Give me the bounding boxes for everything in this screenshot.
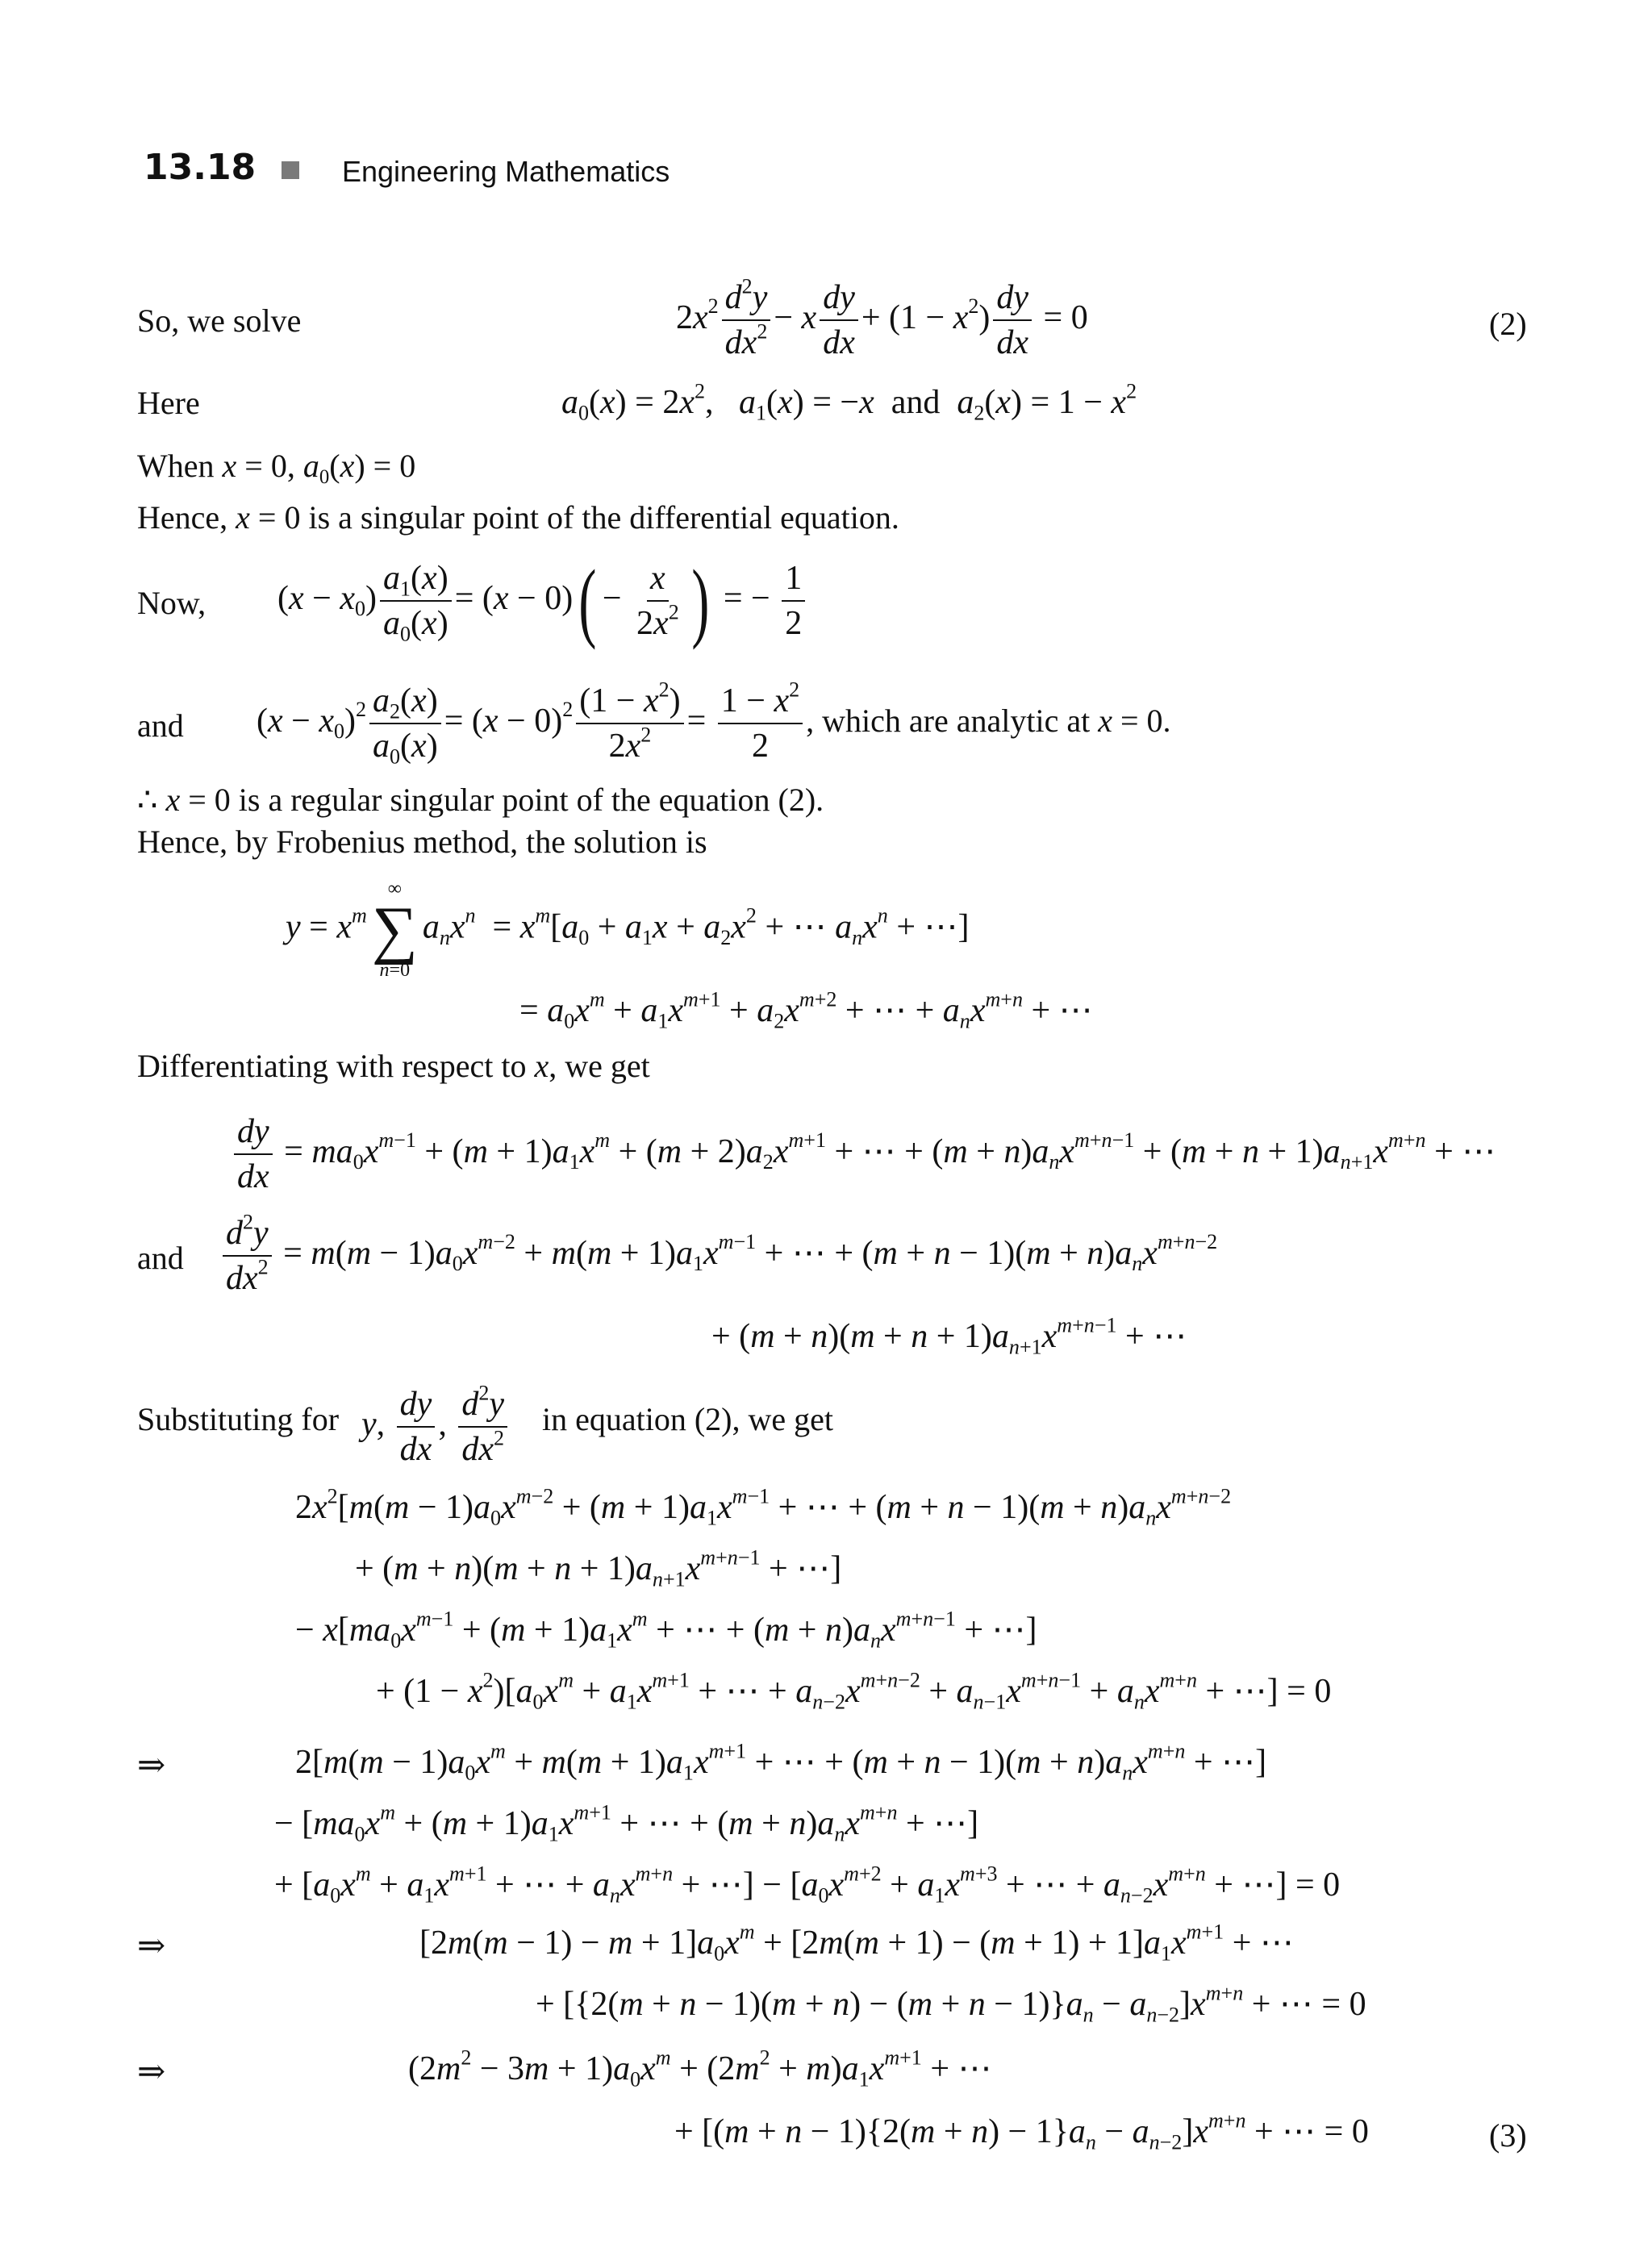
- equation-series-expanded: = $a_0x^m + a_1x^{m+1} + a_2x^{m+2}$ + ⋯ + $a_nx^{m+n}$ + ⋯: [519, 987, 1093, 1033]
- text-in-equation: in equation (2), we get: [542, 1401, 833, 1437]
- implies-line-2b: + $[\{2(m + n - 1)(m + n) - (m + n - 1)\}a_n - a_{n-2}]x^{m+n}$ + ⋯ = 0: [536, 1981, 1366, 2027]
- text-here: Here: [137, 385, 200, 421]
- equation-and-analytic: $(x - x_0)^2$ $\frac{a_2(x)}{a_0(x)}$ = $(x - 0)^2$ $\frac{(1 - x^2)}{2x^2}$ = $\frac{1 - x^2}{2}$ , which are analytic at x = 0.: [257, 678, 1171, 769]
- substitution-line-4: + $(1 - x^2)[a_0x^m + a_1x^{m+1}$ + ⋯ + $a_{n-2}x^{m+n-2} + a_{n-1}x^{m+n-1} + a_nx^{m+n}$ + ⋯] = 0: [376, 1668, 1332, 1714]
- substitution-line-2: + $(m + n)(m + n + 1)a_{n+1}x^{m+n-1}$ + ⋯]: [355, 1545, 842, 1591]
- implies-arrow-3: ⇒: [137, 2054, 166, 2091]
- text-and-1: and: [137, 707, 184, 744]
- implies-line-1b: − [$ma_0x^m + (m + 1)a_1x^{m+1}$ + ⋯ + $(m + n)a_nx^{m+n}$ + ⋯]: [274, 1800, 979, 1846]
- implies-line-3a: $(2m^2 - 3m + 1)a_0x^m + (2m^2 + m)a_1x^{m+1}$ + ⋯: [408, 2045, 992, 2091]
- implies-arrow-2: ⇒: [137, 1928, 166, 1965]
- implies-line-2a: $[2m(m - 1) - m + 1]a_0x^m + [2m(m + 1) - (m + 1) + 1]a_1x^{m+1}$ + ⋯: [419, 1920, 1294, 1966]
- equation-number-3: (3): [1489, 2117, 1527, 2154]
- implies-arrow-1: ⇒: [137, 1747, 166, 1784]
- text-frobenius: Hence, by Frobenius method, the solution is: [137, 824, 707, 860]
- text-differentiating: Differentiating with respect to x, we get: [137, 1048, 650, 1084]
- equation-second-derivative: $\frac{d^2y}{dx^2}$ = $m(m - 1)a_0x^{m-2} + m(m + 1)a_1x^{m-1}$ + ⋯ + $(m + n - 1)(m + n)a_nx^{m+n-2}$: [219, 1215, 1217, 1297]
- implies-line-3b: + $[(m + n - 1)\{2(m + n) - 1\}a_n - a_{n-2}]x^{m+n}$ + ⋯ = 0: [674, 2108, 1369, 2154]
- equation-number-2: (2): [1489, 306, 1527, 342]
- coefficients-definition: $a_0(x) = 2x^2$, $a_1(x) = -x$ and $a_2(x) = 1 - x^2$: [561, 379, 1137, 425]
- equation-now: $(x - x_0)$ $\frac{a_1(x)}{a_0(x)}$ = (x − 0)( − $\frac{x}{2x^2}$ ) = − $\frac{1}{2}$: [277, 560, 808, 642]
- header-square-icon: [282, 161, 299, 179]
- text-when: When x = 0, $a_0(x) = 0$: [137, 448, 416, 488]
- implies-line-1c: + [$a_0x^m + a_1x^{m+1}$ + ⋯ + $a_nx^{m+n}$ + ⋯] − [$a_0x^{m+2} + a_1x^{m+3}$ + ⋯ + $a_{n-2}x^{m+n}$ + ⋯] = 0: [274, 1862, 1341, 1908]
- page-number: 13.18: [144, 147, 257, 188]
- text-substituting: Substituting for: [137, 1401, 340, 1437]
- substituting-symbols: y, $\frac{dy}{dx}$ , $\frac{d^2y}{dx^2}$: [361, 1386, 511, 1468]
- equation-first-derivative: $\frac{dy}{dx}$ = $ma_0x^{m-1} + (m + 1)a_1x^m + (m + 2)a_2x^{m+1}$ + ⋯ + $(m + n)a_nx^{m+n-1} + (m + n + 1)a_{n+1}x^{m+n}$ + ⋯: [231, 1113, 1496, 1195]
- equation-second-derivative-cont: + $(m + n)(m + n + 1)a_{n+1}x^{m+n-1}$ + ⋯: [711, 1313, 1187, 1359]
- text-so-we-solve: So, we solve: [137, 302, 302, 339]
- equation-series-solution: $y = x^m$ ∞ ∑ n=0 $a_nx^n = x^m[a_0 + a_1x + a_2x^2$ + ⋯ $a_nx^n$ + ⋯]: [286, 878, 970, 981]
- text-and-2: and: [137, 1240, 184, 1276]
- text-now: Now,: [137, 585, 206, 621]
- text-hence-singular: Hence, x = 0 is a singular point of the differential equation.: [137, 499, 899, 536]
- substitution-line-1: $2x^2[m(m - 1)a_0x^{m-2} + (m + 1)a_1x^{m-1}$ + ⋯ + $(m + n - 1)(m + n)a_nx^{m+n-2}$: [295, 1484, 1232, 1530]
- equation-2: $2x^2$ $\frac{d^2y}{dx^2}$ − x $\frac{dy}{dx}$ + $(1 - x^2)$ $\frac{dy}{dx}$ = 0: [676, 274, 1088, 362]
- text-therefore-regular: ∴ x = 0 is a regular singular point of the equation (2).: [137, 782, 824, 818]
- implies-line-1a: $2[m(m - 1)a_0x^m + m(m + 1)a_1x^{m+1}$ + ⋯ + $(m + n - 1)(m + n)a_nx^{m+n}$ + ⋯]: [295, 1739, 1267, 1785]
- book-title: Engineering Mathematics: [342, 155, 670, 188]
- substitution-line-3: − $x[ma_0x^{m-1} + (m + 1)a_1x^m$ + ⋯ + $(m + n)a_nx^{m+n-1}$ + ⋯]: [295, 1607, 1037, 1653]
